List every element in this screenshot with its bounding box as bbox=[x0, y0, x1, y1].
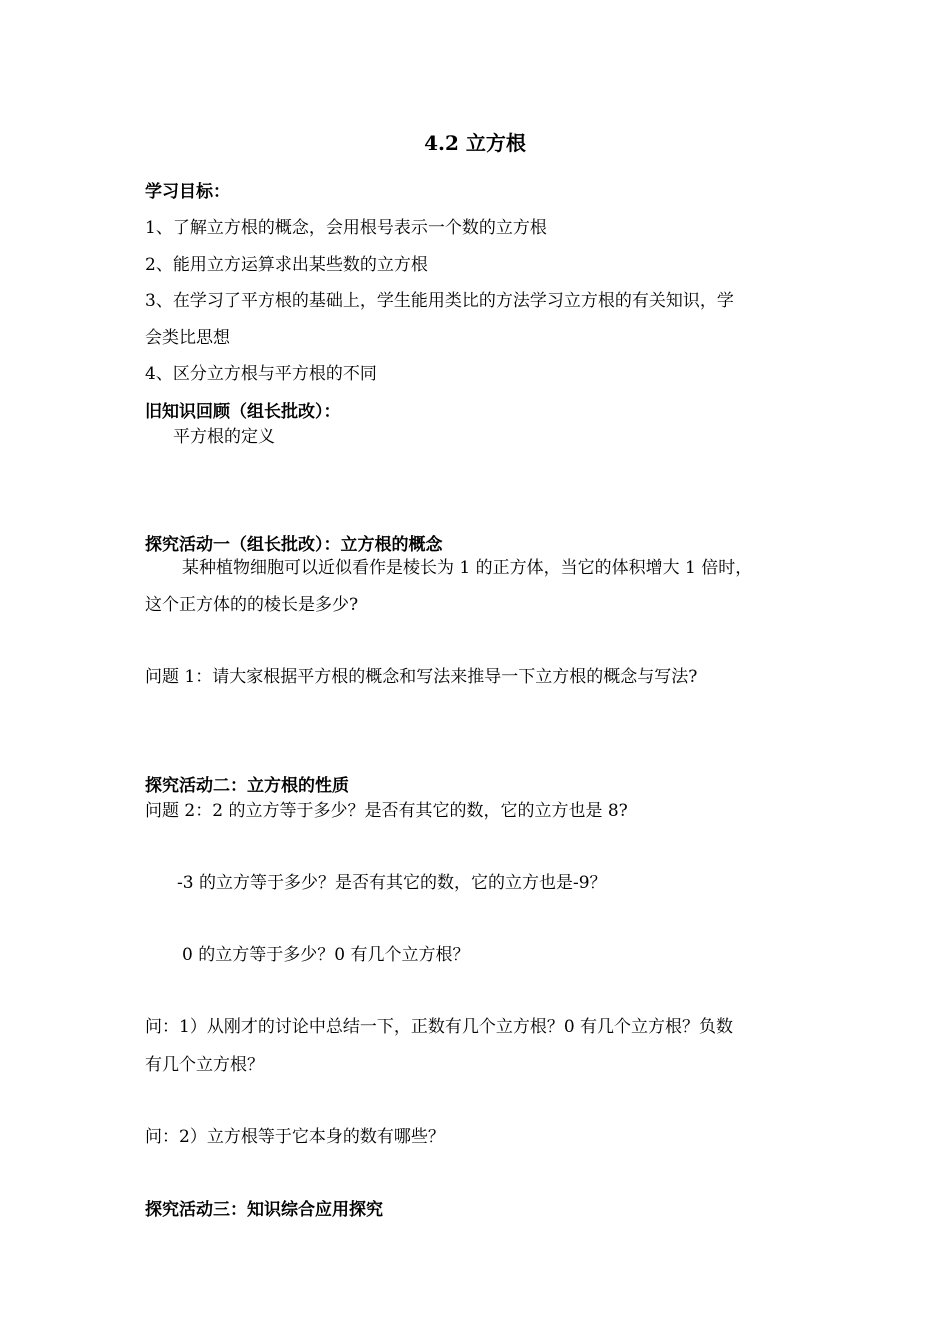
activity3-heading: 探究活动三：知识综合应用探究 bbox=[145, 1200, 383, 1220]
ask-1-line-2: 有几个立方根？ bbox=[145, 1055, 264, 1075]
review-text: 平方根的定义 bbox=[173, 427, 275, 447]
ask-1-line-1: 问：1）从刚才的讨论中总结一下，正数有几个立方根？0 有几个立方根？负数 bbox=[145, 1017, 734, 1037]
question-2: 问题 2：2 的立方等于多少？是否有其它的数，它的立方也是 8? bbox=[145, 801, 628, 821]
review-heading: 旧知识回顾（组长批改）： bbox=[145, 402, 341, 422]
objective-item-4: 4、区分立方根与平方根的不同 bbox=[145, 364, 377, 384]
activity1-text-line-1: 某种植物细胞可以近似看作是棱长为 1 的正方体，当它的体积增大 1 倍时， bbox=[182, 558, 753, 578]
question-neg3: -3 的立方等于多少？是否有其它的数，它的立方也是-9？ bbox=[177, 873, 607, 893]
ask-2: 问：2）立方根等于它本身的数有哪些？ bbox=[145, 1127, 445, 1147]
objective-item-3-line-2: 会类比思想 bbox=[145, 328, 230, 348]
objective-item-2: 2、能用立方运算求出某些数的立方根 bbox=[145, 255, 428, 275]
question-1: 问题 1：请大家根据平方根的概念和写法来推导一下立方根的概念与写法? bbox=[145, 667, 698, 687]
objective-item-3-line-1: 3、在学习了平方根的基础上，学生能用类比的方法学习立方根的有关知识，学 bbox=[145, 291, 734, 311]
activity1-heading: 探究活动一（组长批改）：立方根的概念 bbox=[145, 535, 443, 555]
activity1-text-line-2: 这个正方体的的棱长是多少? bbox=[145, 595, 359, 615]
activity2-heading: 探究活动二：立方根的性质 bbox=[145, 776, 349, 796]
objectives-heading: 学习目标： bbox=[145, 182, 230, 202]
question-zero: 0 的立方等于多少？0 有几个立方根？ bbox=[182, 945, 470, 965]
objective-item-1: 1、了解立方根的概念，会用根号表示一个数的立方根 bbox=[145, 218, 547, 238]
page-title: 4.2 立方根 bbox=[424, 131, 526, 155]
